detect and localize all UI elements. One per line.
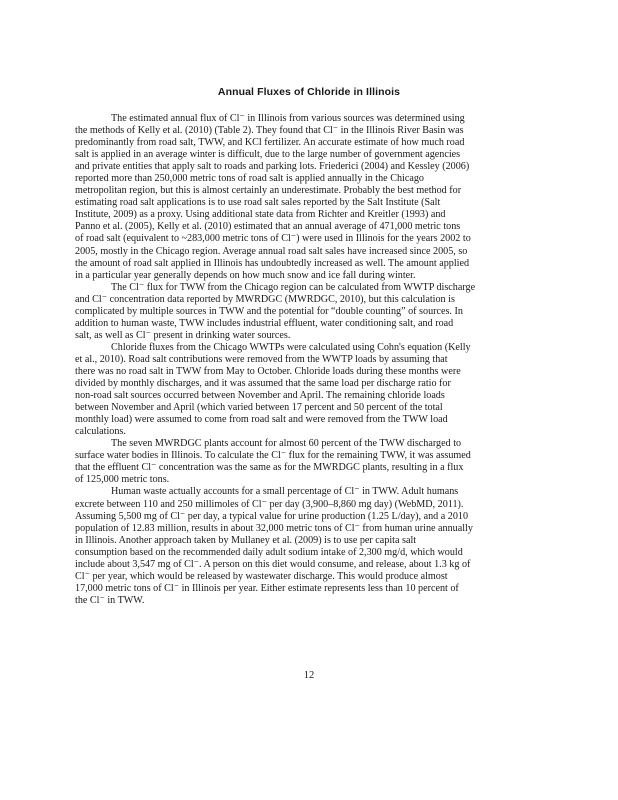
text-line: salt is applied in an average winter is difficult, due to the large number of government agencies [75,149,461,161]
paragraph-human-waste [75,486,545,606]
page-number: 12 [303,670,315,681]
text-line: The Cl⁻ flux for TWW from the Chicago region can be calculated from WWTP discharge [111,281,476,293]
text-line: et al., 2010). Road salt contributions were removed from the WWTP loads by assuming that [75,353,448,365]
text-line: metropolitan region, but this is almost certainly an underestimate. Probably the best method for [75,185,462,197]
text-line: Assuming 5,500 mg of Cl⁻ per day, a typical value for urine production (1.25 L/day), and a 2010 [75,510,469,522]
text-line: Cl⁻ per year, which would be released by wastewater discharge. This would produce almost [75,570,448,582]
body-text [75,113,545,607]
text-line: Institute, 2009) as a proxy. Using additional state data from Richter and Kreitler (1993) and [75,209,446,221]
text-line: of 125,000 metric tons. [75,474,170,486]
text-line: the amount of road salt applied in Illinois has undoubtedly increased as well. The amount applied [75,257,470,269]
text-line: the Cl⁻ in TWW. [75,594,145,606]
paragraph-wwtp-fluxes [75,342,545,438]
text-line: and private entities that apply salt to roads and parking lots. Friederici (2004) and Kessley (2006) [75,161,470,173]
text-line: divided by monthly discharges, and it was assumed that the same load per discharge ratio for [75,378,451,390]
text-line: monthly load) were assumed to come from road salt and were removed from the TWW load [75,414,448,426]
text-line: reported more than 250,000 metric tons of road salt is applied annually in the Chicago [75,173,424,185]
text-line: Chloride fluxes from the Chicago WWTPs were calculated using Cohn's equation (Kelly [111,341,471,353]
text-line: Panno et al. (2005), Kelly et al. (2010) estimated that an annual average of 471,000 metric tons [75,221,461,233]
text-line: addition to human waste, TWW includes industrial effluent, water conditioning salt, and road [75,317,454,329]
text-line: salt, as well as Cl⁻ present in drinking water sources. [75,329,291,341]
text-line: The seven MWRDGC plants account for almost 60 percent of the TWW discharged to [111,438,462,450]
text-line: non-road salt sources occurred between November and April. The remaining chloride loads [75,390,445,402]
text-line: The estimated annual flux of Cl⁻ in Illinois from various sources was determined using [111,113,465,124]
paragraph-mwrdgc-plants [75,438,545,486]
text-line: predominantly from road salt, TWW, and KCl fertilizer. An accurate estimate of how much road [75,137,465,149]
text-line: the methods of Kelly et al. (2010) (Table 2). They found that Cl⁻ in the Illinois River Basin was [75,125,464,137]
text-line: between November and April (which varied between 17 percent and 50 percent of the total [75,402,443,414]
text-line: surface water bodies in Illinois. To calculate the Cl⁻ flux for the remaining TWW, it was assumed [75,450,471,462]
text-line: include about 3,547 mg of Cl⁻. A person on this diet would consume, and release, about 1.3 kg of [75,558,471,570]
text-line: there was no road salt in TWW from May to October. Chloride loads during these months were [75,365,461,377]
text-line: and Cl⁻ concentration data reported by MWRDGC (MWRDGC, 2010), but this calculation is [75,293,455,305]
text-line: 2005, mostly in the Chicago region. Average annual road salt sales have increased since 2005, so [75,245,468,257]
text-line: excrete between 110 and 250 millimoles of Cl⁻ per day (3,900–8,860 mg day) (WebMD, 2011). [75,498,464,510]
text-line: that the effluent Cl⁻ concentration was the same as for the MWRDGC plants, resulting in a flux [75,462,464,474]
section-title: Annual Fluxes of Chloride in Illinois [217,86,401,98]
text-line: calculations. [75,426,126,438]
paragraph-road-salt [75,113,545,282]
text-line: consumption based on the recommended daily adult sodium intake of 2,300 mg/d, which would [75,546,463,558]
text-line: in a particular year generally depends on how much snow and ice fall during winter. [75,269,416,281]
text-line: population of 12.83 million, results in about 32,000 metric tons of Cl⁻ from human urine annually [75,522,473,534]
text-line: complicated by multiple sources in TWW and the potential for “double counting” of sources. In [75,305,463,317]
text-line: of road salt (equivalent to ~283,000 metric tons of Cl⁻) were used in Illinois for the years 2002 to [75,233,471,245]
text-line: Human waste actually accounts for a small percentage of Cl⁻ in TWW. Adult humans [111,486,459,498]
text-line: 17,000 metric tons of Cl⁻ in Illinois per year. Either estimate represents less than 10 percent of [75,582,459,594]
text-line: estimating road salt applications is to use road salt sales reported by the Salt Institute (Salt [75,197,441,209]
paragraph-tww-flux [75,282,545,342]
text-line: in Illinois. Another approach taken by Mullaney et al. (2009) is to use per capita salt [75,534,417,546]
